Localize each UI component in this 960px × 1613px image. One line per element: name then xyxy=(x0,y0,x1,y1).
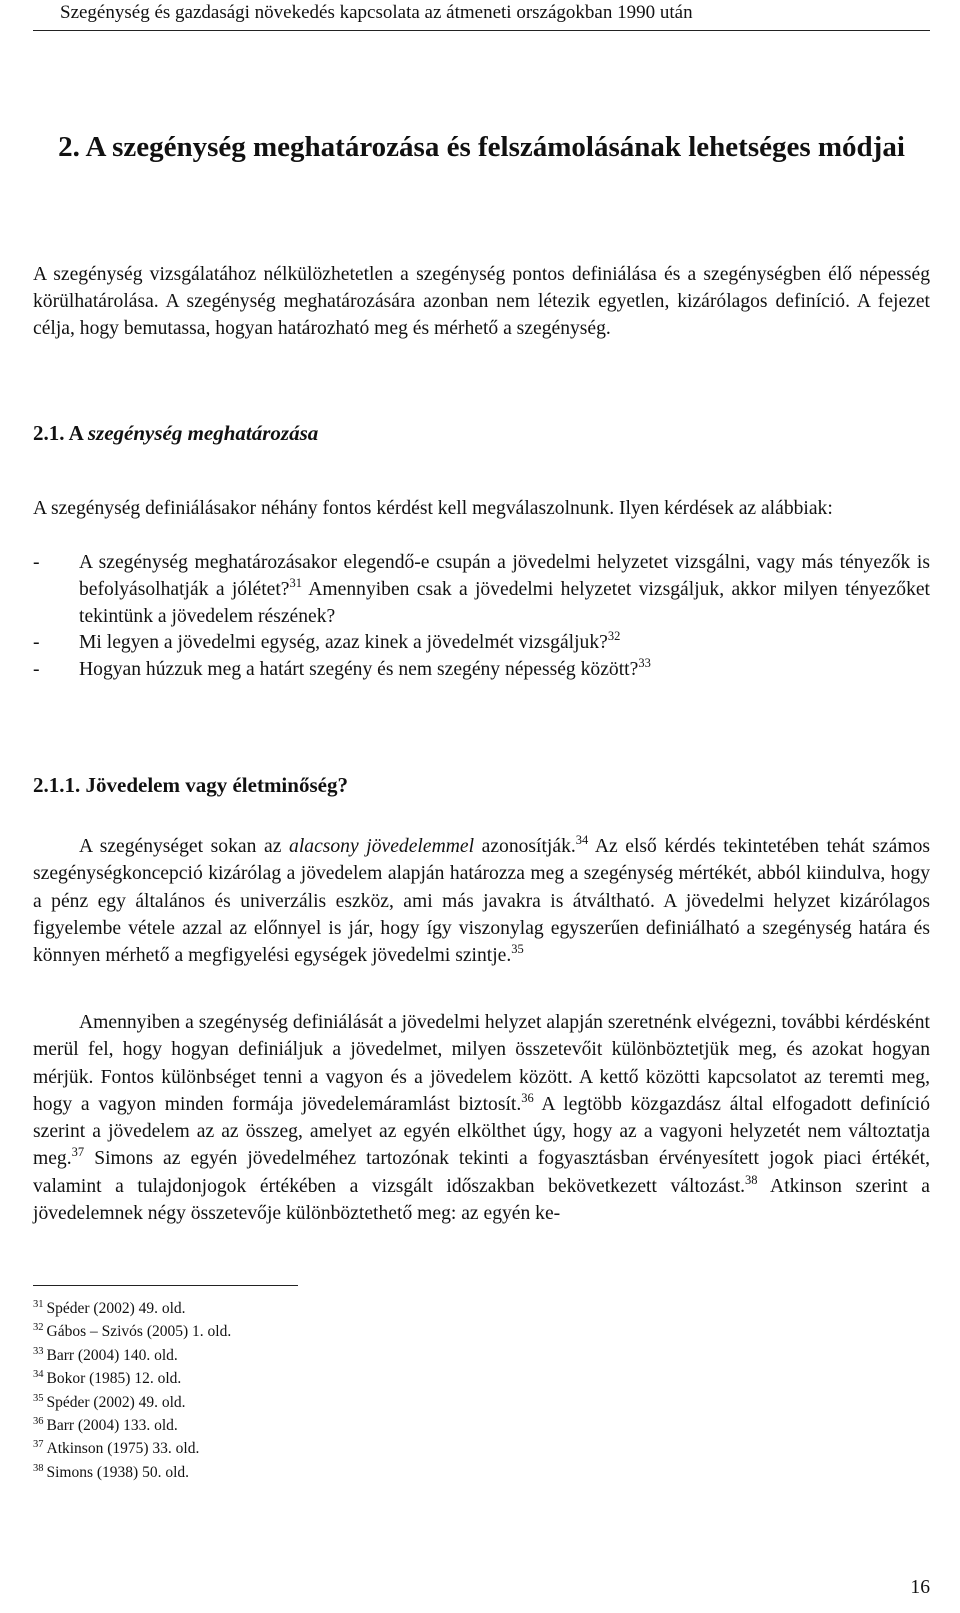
footnote-number: 33 xyxy=(33,1345,44,1357)
list-dash: - xyxy=(33,632,40,654)
page-number: 16 xyxy=(910,1577,930,1598)
text-run: Amennyiben a szegénység definiálását a jövedelmi helyzet alapján szeretnénk elvégezni, további kérdésként merül fel, hogy hogyan definiáljuk a jövedelmet, milyen összetevőit különböztetjük meg, és azokat hogyan mérjük. Fontos különbséget tenni a vagyon és a jövedelem között. A kettő közötti kapcsolatot az teremti meg, hogy a vagyon minden formája jövedelemáramlást biztosít. xyxy=(33,1012,930,1115)
body-paragraph-1 xyxy=(33,833,930,969)
subsection-heading: 2.1.1. Jövedelem vagy életminőség? xyxy=(33,773,348,797)
chapter-title: 2. A szegénység meghatározása és felszámolásának lehetséges módjai xyxy=(58,131,905,163)
footnote-text: Gábos – Szivós (2005) 1. old. xyxy=(46,1323,232,1341)
list-item xyxy=(33,630,930,657)
section-heading xyxy=(33,421,318,446)
footnote-ref[interactable]: 34 xyxy=(575,833,589,847)
footnote-number: 35 xyxy=(33,1392,44,1404)
footnote-number: 36 xyxy=(33,1416,44,1428)
footnote-number: 34 xyxy=(33,1369,44,1381)
footnote xyxy=(33,1437,231,1460)
running-header: Szegénység és gazdasági növekedés kapcsolata az átmeneti országokban 1990 után xyxy=(60,2,693,23)
text-run: A szegénységet sokan az xyxy=(79,836,290,857)
list-dash: - xyxy=(33,659,40,681)
question-continuation: Amennyiben csak a jövedelmi helyzetet vizsgáljuk, akkor milyen tényezőket tekintünk a jövedelem részének? xyxy=(79,578,931,627)
footnote-ref[interactable]: 38 xyxy=(745,1172,758,1187)
text-run: Atkinson szerint a jövedelemnek négy összetevője különböztethető meg: az egyén ke- xyxy=(33,1175,930,1225)
footnote-text: Spéder (2002) 49. old. xyxy=(46,1393,186,1411)
footnote xyxy=(33,1344,231,1367)
question-text: Mi legyen a jövedelmi egység, azaz kinek a jövedelmét vizsgáljuk? xyxy=(79,632,608,654)
footnote-ref[interactable]: 32 xyxy=(607,629,621,644)
footnote-ref[interactable]: 37 xyxy=(71,1145,85,1160)
footnote-number: 32 xyxy=(33,1322,44,1334)
section-paragraph: A szegénység definiálásakor néhány fontos kérdést kell megválaszolnunk. Ilyen kérdések az alábbiak: xyxy=(33,498,833,519)
question-text: A szegénység meghatározásakor elegendő-e csupán a jövedelmi helyzetet vizsgálni, vagy más tényezők is befolyásolhatják a jólétet? xyxy=(79,552,930,600)
footnote xyxy=(33,1367,231,1390)
footnote-ref[interactable]: 33 xyxy=(638,656,651,671)
footnote-number: 38 xyxy=(33,1462,44,1474)
footnote-text: Bokor (1985) 12. old. xyxy=(46,1370,182,1388)
text-run: Az első kérdés tekintetében tehát számos szegénységkoncepció kizárólag a jövedelem alapján határozza meg a szegénység mértékét, abból kiindulva, hogy a pénz egy általános és univerzális eszköz, ami más javakra is átváltható. A jövedelmi helyzet kizárólagos figyelembe vétele azzal az előnnyel is jár, hogy így viszonylag egyszerűen definiálható a szegénység határa és könnyen mérhető a megfigyelési egységek jövedelmi szintje. xyxy=(33,836,930,967)
text-run: Simons az egyén jövedelméhez tartozónak tekinti a fogyasztásban érvényesített jogok piaci értékét, valamint a tulajdonjogok értékében a vizsgált időszakban bekövetkezett változást. xyxy=(33,1148,930,1197)
footnote-ref[interactable]: 31 xyxy=(289,575,303,590)
section-title: szegénység meghatározása xyxy=(87,421,319,445)
text-run: azonosítják. xyxy=(474,836,576,857)
intro-paragraph: A szegénység vizsgálatához nélkülözhetetlen a szegénység pontos definiálása és a szegénységben élő népesség körülhatárolása. A szegénység meghatározására azonban nem létezik egyetlen, kizárólagos definíció. A fejezet célja, hogy bemutassa, hogyan határozható meg és mérhető a szegénység. xyxy=(33,264,930,339)
list-dash: - xyxy=(33,552,40,573)
footnote-text: Barr (2004) 140. old. xyxy=(46,1346,178,1364)
question-list xyxy=(33,550,930,684)
footnote xyxy=(33,1320,231,1343)
footnote xyxy=(33,1461,231,1484)
question-text: Hogyan húzzuk meg a határt szegény és nem szegény népesség között? xyxy=(79,659,639,681)
footnote-separator xyxy=(33,1285,298,1286)
footnote-text: Spéder (2002) 49. old. xyxy=(46,1300,186,1317)
section-number: 2.1. A xyxy=(33,421,83,445)
footnote xyxy=(33,1391,231,1414)
footnote xyxy=(33,1414,231,1437)
list-item xyxy=(33,657,930,684)
emphasis-text: alacsony jövedelemmel xyxy=(289,836,475,857)
footnote-text: Atkinson (1975) 33. old. xyxy=(46,1440,200,1458)
footnote-text: Barr (2004) 133. old. xyxy=(46,1417,178,1435)
footnote-ref[interactable]: 36 xyxy=(521,1090,534,1105)
footnote-number: 37 xyxy=(33,1439,44,1451)
header-rule xyxy=(33,30,930,31)
footnote-ref[interactable]: 35 xyxy=(511,942,524,957)
text-run: A legtöbb közgazdász által elfogadott definíció szerint a jövedelem az az összeg, amelyet az egyén elkölthet úgy, hogy az a vagyoni helyzetét nem változtatja meg. xyxy=(33,1093,930,1170)
footnote-number: 31 xyxy=(33,1299,44,1310)
footnote-text: Simons (1938) 50. old. xyxy=(46,1463,190,1481)
list-item xyxy=(33,550,930,630)
body-paragraph-2 xyxy=(33,1009,930,1227)
footnote-list xyxy=(33,1297,231,1484)
footnote xyxy=(33,1297,231,1320)
